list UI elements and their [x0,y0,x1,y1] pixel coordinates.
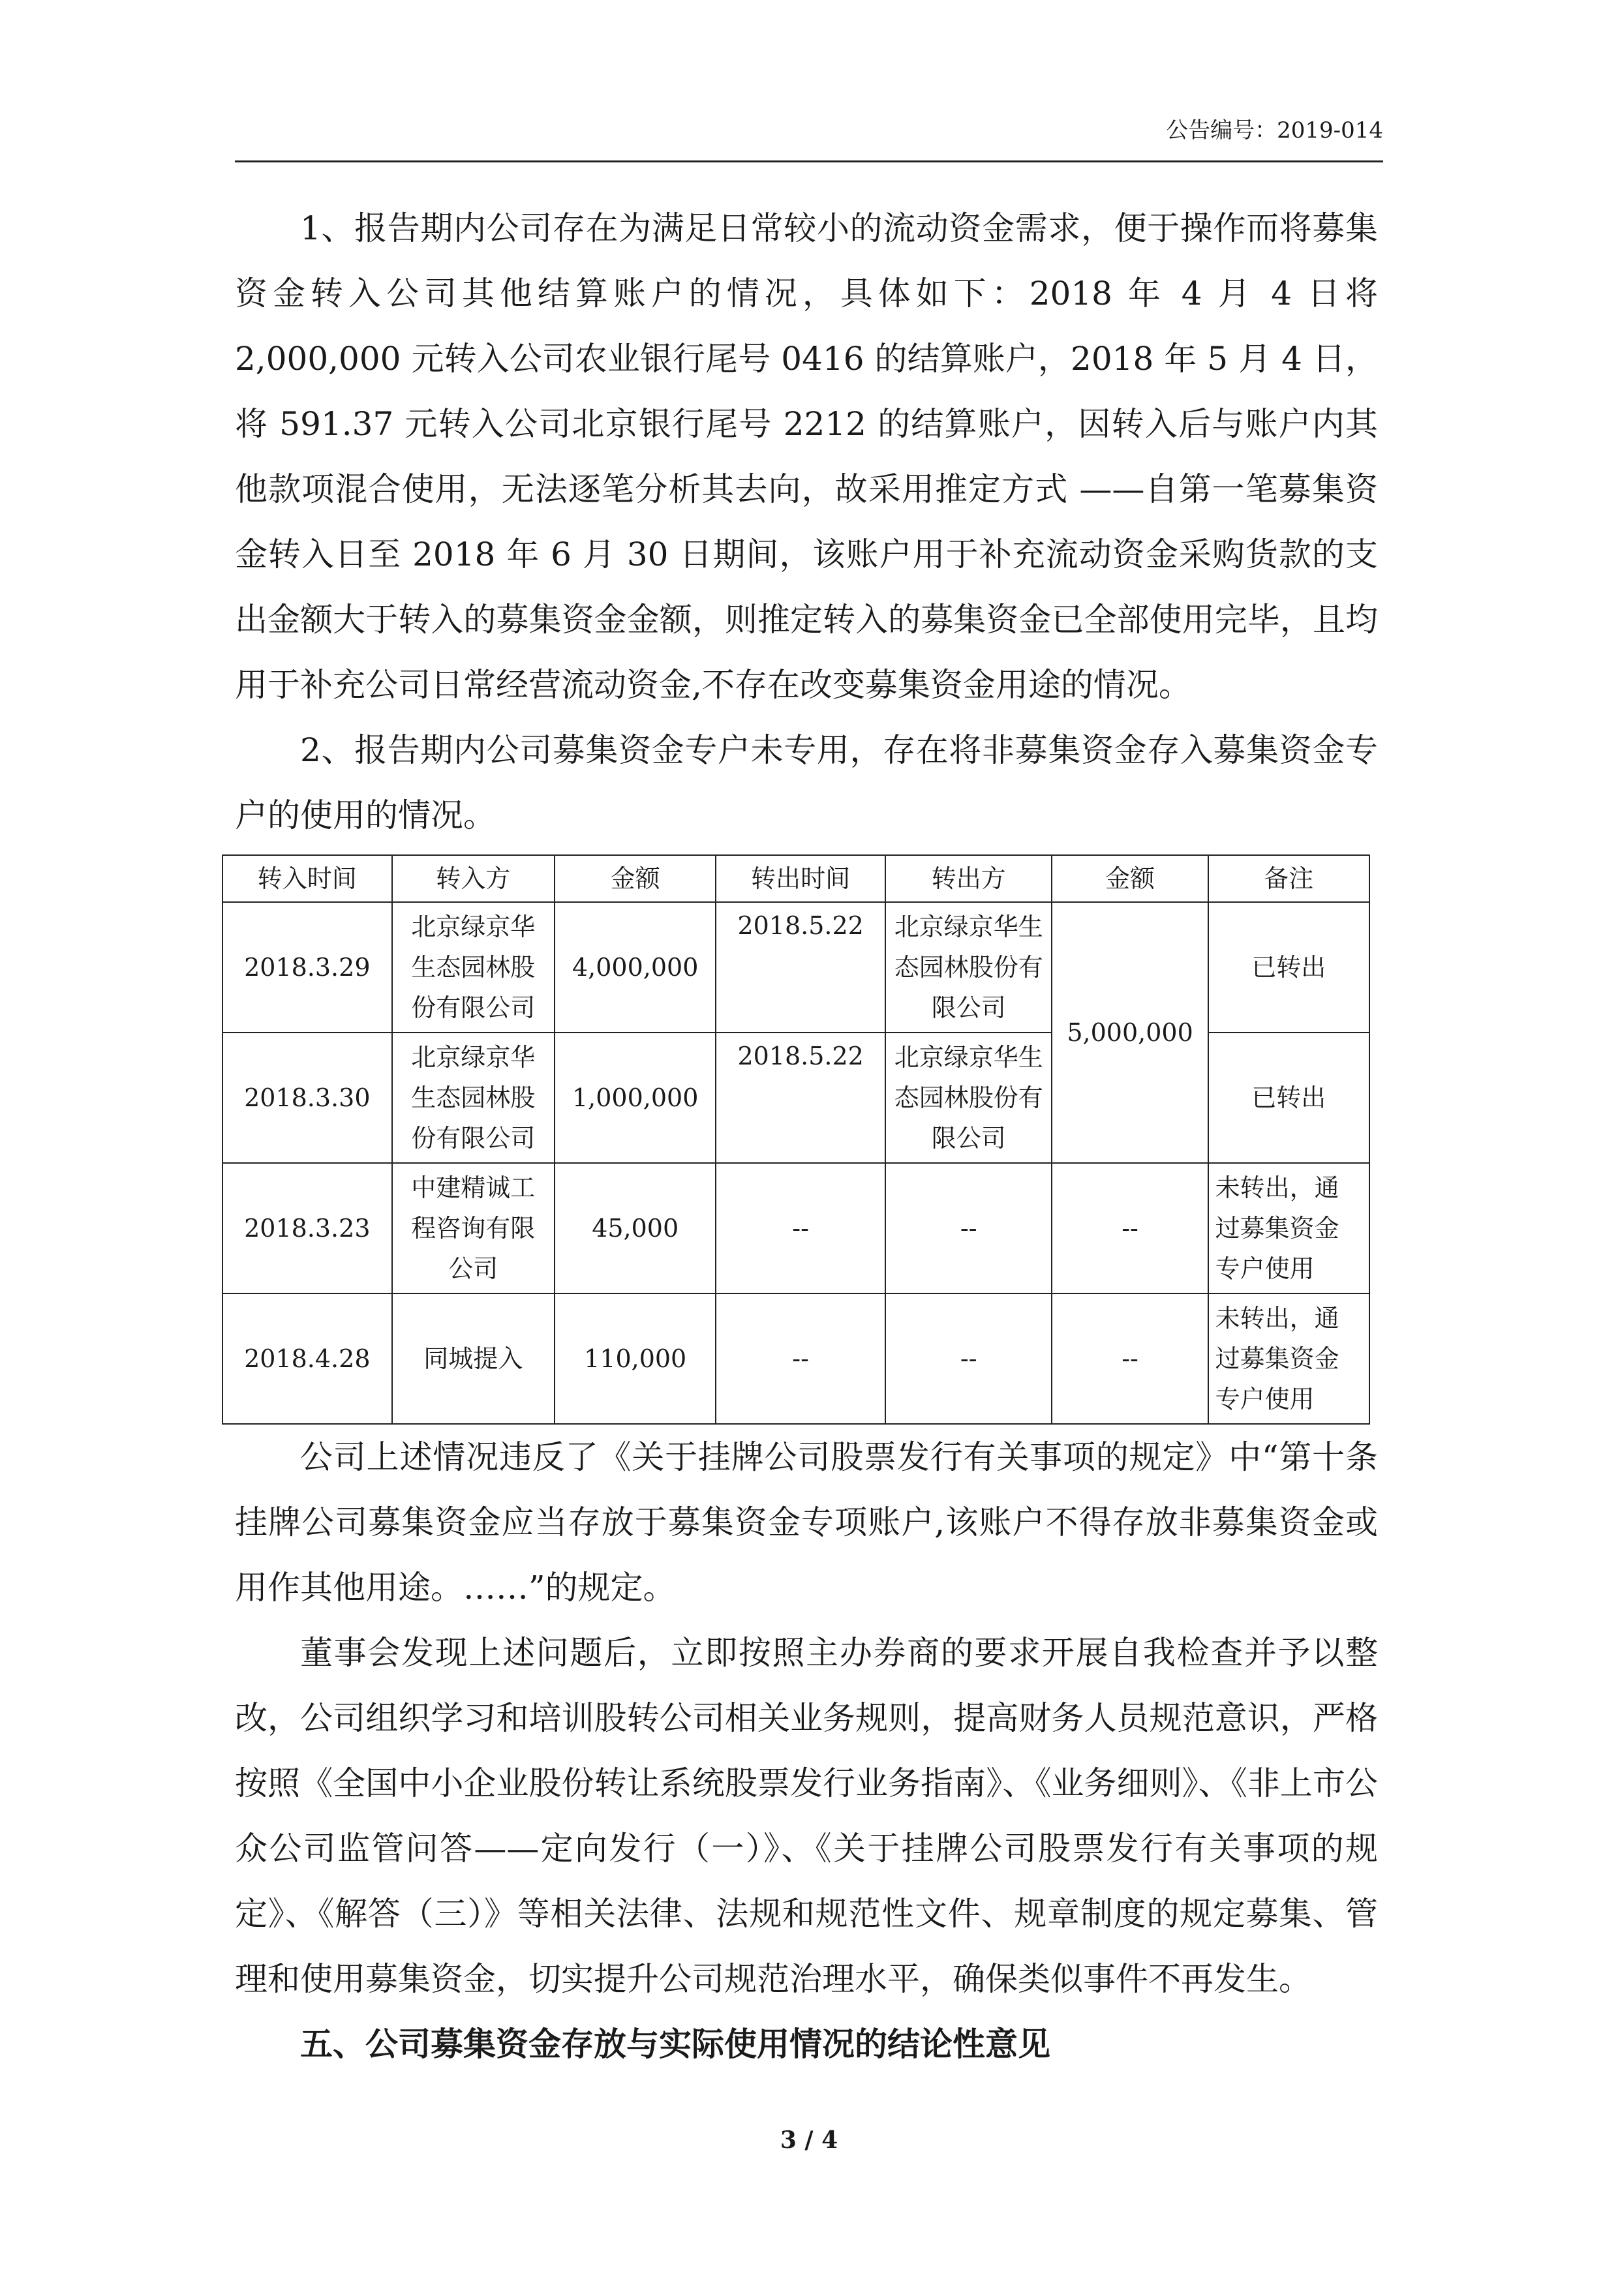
header-note: 备注 [1208,855,1369,902]
paragraph-3: 公司上述情况违反了《关于挂牌公司股票发行有关事项的规定》中“第十条 挂牌公司募集资金应当存放于募集资金专项账户,该账户不得存放非募集资金或用作其他用途。……”的规定。 [235,1438,1378,1607]
cell-in-date: 2018.3.29 [222,902,392,1033]
cell-out-party: 北京绿京华生态园林股份有限公司 [885,1033,1052,1163]
page-header [235,117,1383,162]
header-transfer-out-amount: 金额 [1052,855,1208,902]
cell-note: 未转出，通过募集资金专户使用 [1208,1293,1369,1424]
table-row [222,1293,1369,1424]
header-transfer-out-date: 转出时间 [716,855,885,902]
section-5-heading: 五、公司募集资金存放与实际使用情况的结论性意见 [300,2025,1050,2063]
paragraph-1: 1、报告期内公司存在为满足日常较小的流动资金需求，便于操作而将募集资金转入公司其他结算账户的情况，具体如下：2018 年 4 月 4 日将 2,000,000 元转入公司农业银行尾号 0416 的结算账户，2018 年 5 月 4 日，将 591.37 元转入公司北京银行尾号 2212 的结算账户，因转入后与账户内其他款项混合使用，无法逐笔分析其去向，故采用推定方式 ——自第一笔募集资金转入日至 2018 年 6 月 30 日期间，该账户用于补充流动资金采购货款的支出金额大于转入的募集资金金额，则推定转入的募集资金已全部使用完毕，且均用于补充公司日常经营流动资金,不存在改变募集资金用途的情况。 [235,209,1378,704]
cell-out-party: -- [885,1293,1052,1424]
cell-out-date: 2018.5.22 [716,1033,885,1163]
cell-out-amount-merged: 5,000,000 [1052,902,1208,1163]
header-transfer-in-date: 转入时间 [222,855,392,902]
paragraph-4: 董事会发现上述问题后，立即按照主办券商的要求开展自我检查并予以整改，公司组织学习和培训股转公司相关业务规则，提高财务人员规范意识，严格按照《全国中小企业股份转让系统股票发行业务指南》、《业务细则》、《非上市公众公司监管问答——定向发行（一）》、《关于挂牌公司股票发行有关事项的规定》、《解答（三）》等相关法律、法规和规范性文件、规章制度的规定募集、管理和使用募集资金，切实提升公司规范治理水平，确保类似事件不再发生。 [235,1634,1378,1998]
announcement-number: 公告编号：2019-014 [1166,117,1383,144]
cell-note: 未转出，通过募集资金专户使用 [1208,1163,1369,1293]
table-row [222,1163,1369,1293]
fund-transfer-table [222,854,1370,1425]
cell-out-amount: -- [1052,1163,1208,1293]
cell-in-date: 2018.3.23 [222,1163,392,1293]
cell-out-amount: -- [1052,1293,1208,1424]
paragraph-2: 2、报告期内公司募集资金专户未专用，存在将非募集资金存入募集资金专户的使用的情况。 [235,731,1378,834]
cell-note: 已转出 [1208,1033,1369,1163]
table-header-row [222,855,1369,902]
header-transfer-in-amount: 金额 [555,855,716,902]
header-transfer-out-party: 转出方 [885,855,1052,902]
document-body [235,196,1378,2077]
cell-in-party: 北京绿京华生态园林股份有限公司 [392,902,555,1033]
cell-in-amount: 4,000,000 [555,902,716,1033]
cell-out-date: 2018.5.22 [716,902,885,1033]
cell-in-party: 中建精诚工程咨询有限公司 [392,1163,555,1293]
page-number: 3 / 4 [780,2126,838,2154]
table-row [222,902,1369,1033]
cell-in-amount: 1,000,000 [555,1033,716,1163]
header-transfer-in-party: 转入方 [392,855,555,902]
cell-in-party: 同城提入 [392,1293,555,1424]
cell-out-date: -- [716,1163,885,1293]
cell-out-party: 北京绿京华生态园林股份有限公司 [885,902,1052,1033]
cell-out-date: -- [716,1293,885,1424]
cell-in-date: 2018.3.30 [222,1033,392,1163]
cell-in-amount: 45,000 [555,1163,716,1293]
cell-in-date: 2018.4.28 [222,1293,392,1424]
cell-out-party: -- [885,1163,1052,1293]
cell-note: 已转出 [1208,902,1369,1033]
cell-in-party: 北京绿京华生态园林股份有限公司 [392,1033,555,1163]
cell-in-amount: 110,000 [555,1293,716,1424]
